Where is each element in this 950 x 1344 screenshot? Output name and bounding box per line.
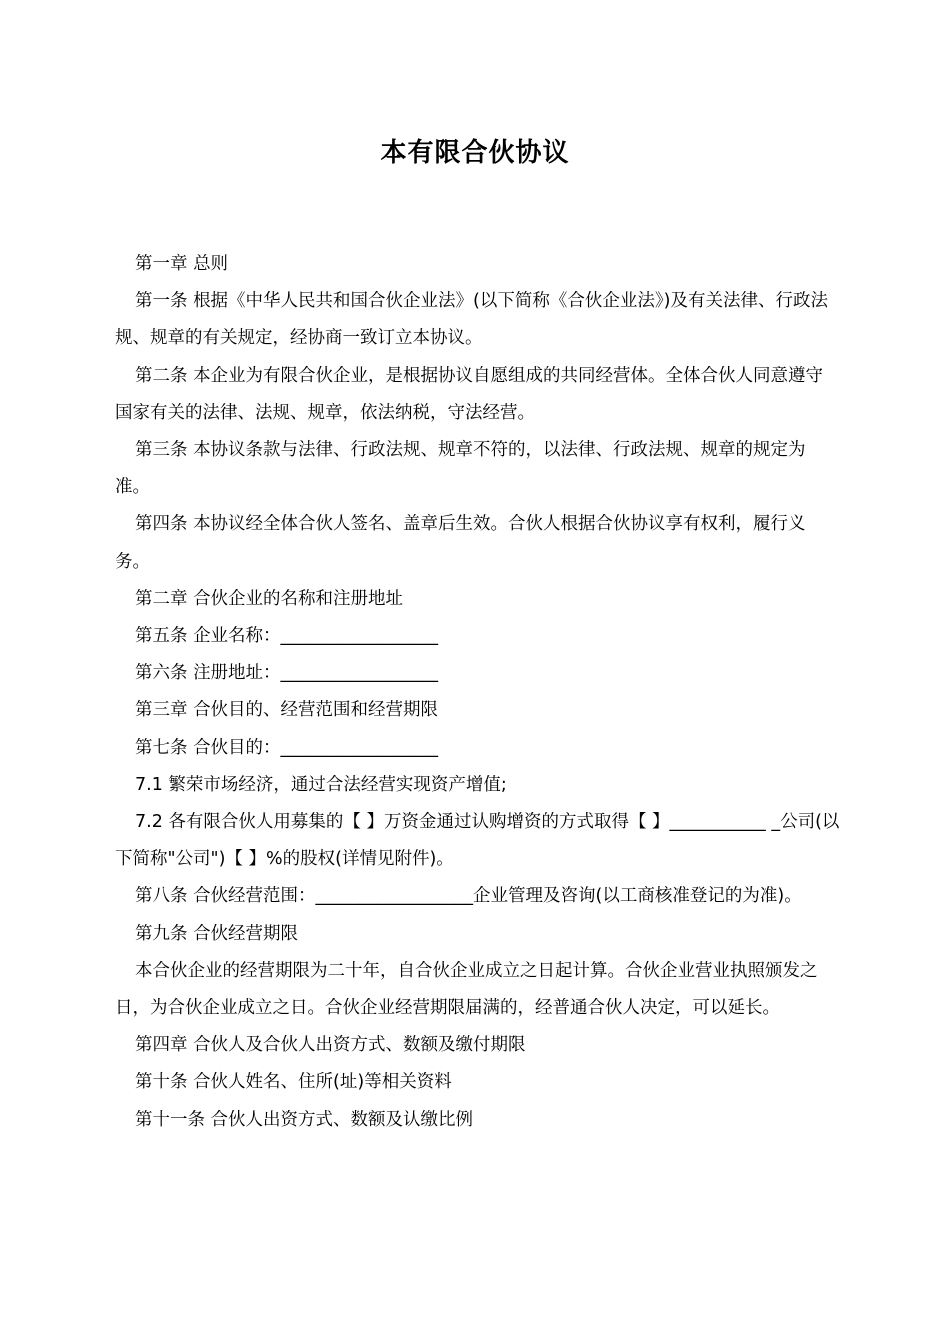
article-2: 第二条 本企业为有限合伙企业，是根据协议自愿组成的共同经营体。全体合伙人同意遵守国家有关的法律、法规、规章，依法纳税，守法经营。 <box>115 365 824 423</box>
article-9: 第九条 合伙经营期限 <box>135 923 299 944</box>
article-7: 第七条 合伙目的：__________________ <box>135 737 439 758</box>
article-11: 第十一条 合伙人出资方式、数额及认缴比例 <box>135 1109 474 1130</box>
chapter-4-heading: 第四章 合伙人及合伙人出资方式、数额及缴付期限 <box>135 1035 526 1056</box>
article-3: 第三条 本协议条款与法律、行政法规、规章不符的，以法律、行政法规、规章的规定为准。 <box>115 440 806 498</box>
document-body <box>115 246 840 1139</box>
chapter-3-heading: 第三章 合伙目的、经营范围和经营期限 <box>135 700 439 721</box>
document-title: 本有限合伙协议 <box>380 138 570 168</box>
article-1: 第一条 根据《中华人民共和国合伙企业法》(以下简称《合伙企业法》)及有关法律、行政法规、规章的有关规定，经协商一致订立本协议。 <box>115 291 828 349</box>
chapter-1-heading: 第一章 总则 <box>135 254 229 274</box>
chapter-2-heading: 第二章 合伙企业的名称和注册地址 <box>135 588 404 609</box>
article-6: 第六条 注册地址：__________________ <box>135 663 439 684</box>
clause-7-2: 7.2 各有限合伙人用募集的【 】万资金通过认购增资的方式取得【 】___________ _公司(以下简称"公司")【 】%的股权(详情见附件)。 <box>115 812 840 870</box>
article-9-body: 本合伙企业的经营期限为二十年，自合伙企业成立之日起计算。合伙企业营业执照颁发之日，为合伙企业成立之日。合伙企业经营期限届满的，经普通合伙人决定，可以延长。 <box>115 960 818 1019</box>
clause-7-1: 7.1 繁荣市场经济，通过合法经营实现资产增值; <box>135 774 507 795</box>
article-4: 第四条 本协议经全体合伙人签名、盖章后生效。合伙人根据合伙协议享有权利，履行义务。 <box>115 514 806 572</box>
article-8: 第八条 合伙经营范围：__________________企业管理及咨询(以工商核准登记的为准)。 <box>135 886 802 907</box>
article-10: 第十条 合伙人姓名、住所(址)等相关资料 <box>135 1072 452 1093</box>
article-5: 第五条 企业名称：__________________ <box>135 626 439 647</box>
